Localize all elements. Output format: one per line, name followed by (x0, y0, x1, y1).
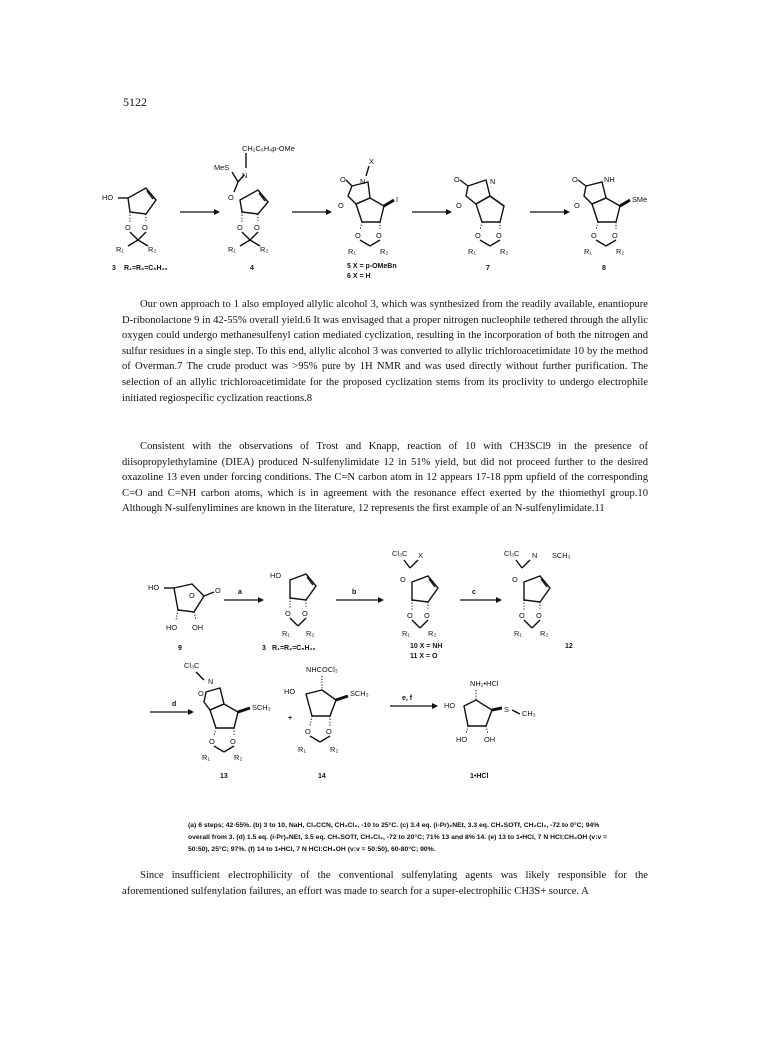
s2-arrow-d: d (172, 701, 177, 708)
s2-c9-ho2: HO (166, 623, 178, 632)
s2-c3-r2: R₂ (306, 629, 315, 638)
s2-c1hcl-nh: NH₂•HCl (470, 679, 499, 688)
s1-c56-i: I (396, 195, 399, 204)
page-number: 5122 (123, 95, 147, 109)
s1-c8-label: 8 (602, 265, 606, 272)
s2-c13-top: Cl₃C (184, 661, 200, 670)
svg-text:O: O (424, 611, 430, 620)
s1-c4-r2: R₂ (260, 245, 269, 254)
svg-text:O: O (512, 575, 518, 584)
s2-c1hcl-ho: HO (444, 701, 456, 710)
svg-text:O: O (407, 611, 413, 620)
s2-c12-n: N (532, 551, 538, 560)
s1-c3-sub: R₁=R₂=C₅H₁₀ (124, 265, 168, 272)
s1-c7-label: 7 (486, 265, 490, 272)
svg-text:O: O (496, 231, 502, 240)
s2-c14-label: 14 (318, 773, 326, 780)
svg-text:O: O (574, 201, 580, 210)
s2-c1011-label10: 10 X = NH (410, 643, 443, 650)
s2-c3-sub: R₁=R₂=C₅H₁₀ (272, 645, 316, 652)
svg-text:O: O (142, 223, 148, 232)
s2-c3-ho: HO (270, 571, 282, 580)
s2-plus: + (288, 715, 293, 722)
svg-text:O: O (198, 689, 204, 698)
s2-compound-3-structure (262, 571, 316, 652)
s2-arrow-c: c (472, 589, 476, 596)
s1-c56-x: X (369, 157, 374, 166)
s1-c3-ho: HO (102, 193, 114, 202)
s2-c9-ho: HO (148, 583, 160, 592)
s1-c7-n: N (490, 177, 496, 186)
s2-c1011-top: Cl₃C (392, 549, 408, 558)
svg-text:O: O (400, 575, 406, 584)
s2-c14-ho: HO (284, 687, 296, 696)
compound-1-hcl-structure (444, 679, 536, 780)
s2-arrow-ef: e, f (402, 695, 413, 702)
svg-text:O: O (237, 223, 243, 232)
s2-c1hcl-oh: OH (484, 735, 496, 744)
svg-text:O: O (456, 201, 462, 210)
s2-c14-nh: NHCOCl₃ (306, 665, 338, 674)
paragraph-1: Our own approach to 1 also employed allylic alcohol 3, which was synthesized from the readily available, enantiopure D-ribonolactone 9 in 42-55% overall yield.6 It was envisaged that a proper nitrogen nucleophile tethered through the allylic oxygen could undergo methanesulfenyl cation mediated cyclization, resulting in the incorporation of both the nitrogen and sulfur residues in a single step. To this end, allylic alcohol 3 was converted to allylic trichloroacetimidate 10 by the method of Overman.7 The crude product was >95% pure by 1H NMR and was used directly without further purification. The selection of an allylic trichloroacetimidate for the proposed cyclization stems from its proclivity to undergo electrophile initiated regiospecific cyclization reactions.8 (122, 299, 648, 404)
svg-text:O: O (519, 611, 525, 620)
compound-3-structure (102, 188, 168, 272)
s1-c8-nh: NH (604, 175, 615, 184)
s1-c8-sme: SMe (632, 195, 648, 204)
s1-c7-r1: R₁ (468, 247, 476, 256)
s1-c3-r2: R₂ (148, 245, 157, 254)
s2-c9-label: 9 (178, 645, 182, 652)
s2-c13-r1: R₁ (202, 753, 210, 762)
s2-c12-sch3: SCH₃ (552, 551, 571, 560)
s2-c12-label: 12 (565, 643, 573, 650)
s1-c4-mes: MeS (214, 163, 230, 172)
svg-text:O: O (230, 737, 236, 746)
paragraph-2: Consistent with the observations of Trost and Knapp, reaction of 10 with CH3SCl9 in the presence of diisopropylethylamine (DIEA) produced N-sulfenylimidate 12 in 51% yield, but did not proceed further to the desired oxazoline 13 even under forcing conditions. The C=N carbon atom in 12 appears 17-18 ppm upfield of the corresponding C=O and C=NH carbon atoms, which is in agreement with the resonance effect exerted by the thiomethyl group.10 Although N-sulfenylimines are known in the literature, 12 represents the first example of an N-sulfenylimidate.11 (122, 441, 648, 515)
s1-c3-label: 3 (112, 265, 116, 272)
s2-c9-oh: OH (192, 623, 204, 632)
s2-c12-r1: R₁ (514, 629, 522, 638)
s2-c1hcl-ho2: HO (456, 735, 468, 744)
svg-text:O: O (454, 175, 460, 184)
s2-c1011-label11: 11 X = O (410, 653, 438, 660)
s1-c56-n: N (360, 177, 366, 186)
s2-c1hcl-s: S (504, 705, 509, 714)
s1-c8-r2: R₂ (616, 247, 625, 256)
compound-10-11-structure (392, 549, 443, 660)
s2-c14-r1: R₁ (298, 745, 306, 754)
s2-c1011-x: X (418, 551, 423, 560)
compound-4-structure (214, 144, 295, 272)
s1-c56-label5: 5 X = p-OMeBn (347, 263, 397, 270)
svg-text:O: O (215, 586, 221, 595)
compound-9-structure (148, 583, 221, 652)
svg-text:O: O (125, 223, 131, 232)
s2-c1hcl-ch3: CH₃ (522, 709, 536, 718)
s2-c13-r2: R₂ (234, 753, 243, 762)
compound-14-structure (284, 665, 369, 780)
s1-c4-n: N (242, 171, 248, 180)
s1-c56-label6: 6 X = H (347, 273, 371, 280)
s2-c13-sch3: SCH₃ (252, 703, 271, 712)
s2-c1011-r1: R₁ (402, 629, 410, 638)
svg-text:O: O (591, 231, 597, 240)
svg-text:O: O (305, 727, 311, 736)
s1-c8-r1: R₁ (584, 247, 592, 256)
s1-c4-nsub: CH₂C₆H₄p-OMe (242, 144, 295, 153)
compound-7-structure (454, 175, 508, 272)
s1-c3-r1: R₁ (116, 245, 124, 254)
svg-text:O: O (302, 609, 308, 618)
svg-text:O: O (475, 231, 481, 240)
compound-13-structure (184, 661, 271, 780)
s2-c13-n: N (208, 677, 214, 686)
svg-text:O: O (285, 609, 291, 618)
svg-text:O: O (254, 223, 260, 232)
svg-text:O: O (376, 231, 382, 240)
scheme-2-caption: (a) 6 steps; 42-55%. (b) 3 to 10, NaH, Cl₃CCN, CH₂Cl₂, -10 to 25°C. (c) 3.4 eq. (i-Pr)₂NEt, 3.3 eq. CH₃SOTf, CH₂Cl₂, -72 to 0°C; 94% overall from 3. (d) 1.5 eq. (i-Pr)₂NEt, 3.5 eq. CH₃SOTf, CH₂Cl₂, -72 to 20°C; 71% 13 and 8% 14. (e) 13 to 1•HCl, 7 N HCl:CH₃OH (v:v = 50:50), 25°C; 97%. (f) 14 to 1•HCl, 7 N HCl:CH₃OH (v:v = 50:50), 60-80°C; 90%. (188, 822, 608, 853)
compound-8-structure (572, 175, 647, 272)
svg-text:O: O (572, 175, 578, 184)
s2-c1hcl-label: 1•HCl (470, 773, 489, 780)
svg-text:O: O (326, 727, 332, 736)
s2-c13-label: 13 (220, 773, 228, 780)
s2-arrow-a: a (238, 589, 242, 596)
s2-c3-label: 3 (262, 645, 266, 652)
s2-c14-r2: R₂ (330, 745, 339, 754)
paragraph-3: Since insufficient electrophilicity of the conventional sulfenylating agents was likely responsible for the aforementioned sulfenylation failures, an effort was made to search for a super-electrophilic CH3S+ source. A (122, 870, 648, 897)
s2-c9-o: O (189, 591, 195, 600)
svg-text:O: O (612, 231, 618, 240)
compound-12-structure (504, 549, 573, 650)
s2-c14-sch3: SCH₃ (350, 689, 369, 698)
s1-c7-r2: R₂ (500, 247, 509, 256)
s1-c4-r1: R₁ (228, 245, 236, 254)
svg-text:O: O (228, 193, 234, 202)
s2-c12-r2: R₂ (540, 629, 549, 638)
s1-c56-r1: R₁ (348, 247, 356, 256)
svg-text:O: O (355, 231, 361, 240)
s2-arrow-b: b (352, 589, 357, 596)
s2-c1011-r2: R₂ (428, 629, 437, 638)
s2-c3-r1: R₁ (282, 629, 290, 638)
svg-text:O: O (536, 611, 542, 620)
s2-c12-top: Cl₃C (504, 549, 520, 558)
s1-c4-label: 4 (250, 265, 254, 272)
svg-text:O: O (340, 175, 346, 184)
s1-c56-r2: R₂ (380, 247, 389, 256)
svg-text:O: O (338, 201, 344, 210)
svg-text:O: O (209, 737, 215, 746)
compound-5-6-structure (338, 157, 398, 280)
